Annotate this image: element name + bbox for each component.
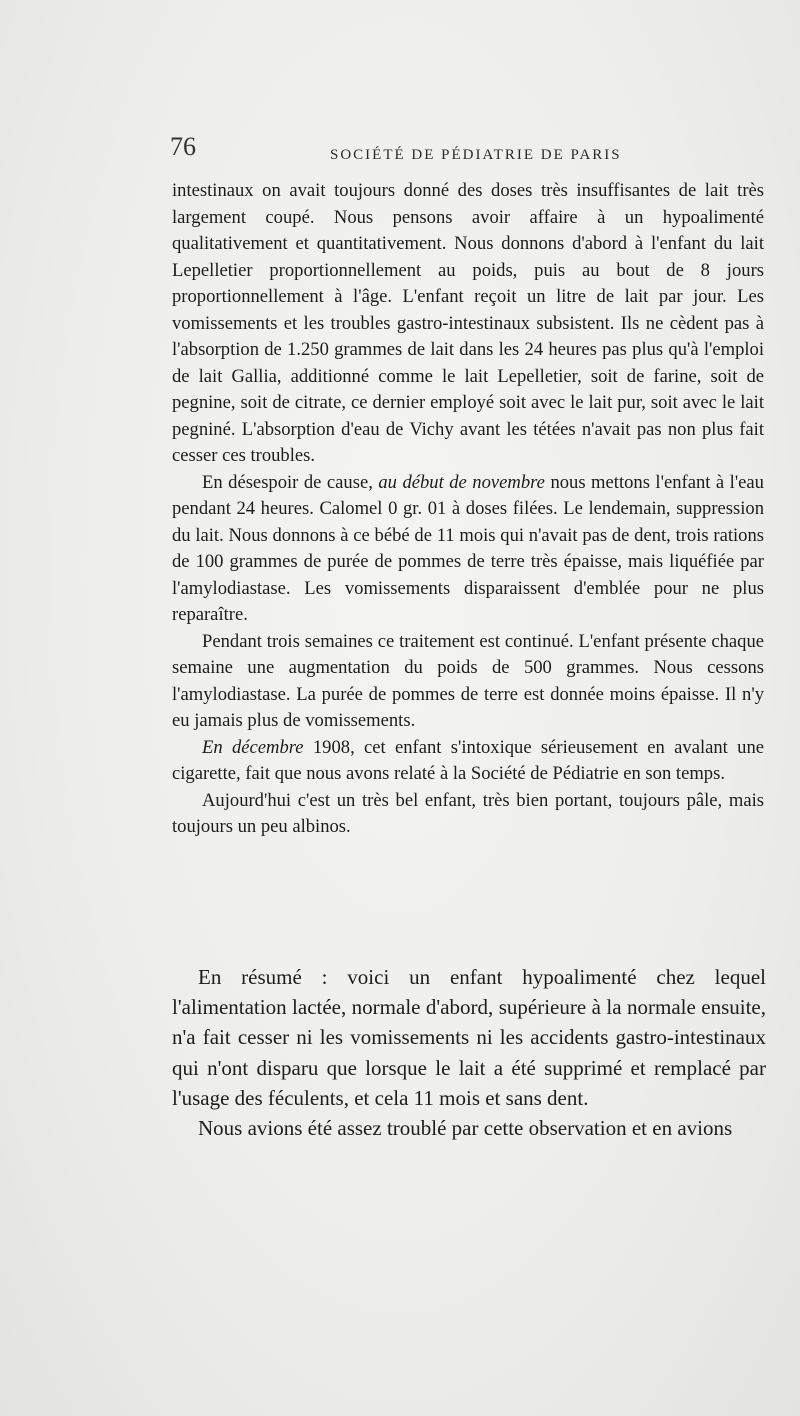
paragraph-november-start: En désespoir de cause, (202, 471, 373, 493)
paragraph-continued: intestinaux on avait toujours donné des doses très insuffisantes de lait très largement coupé. Nous pensons avoir affaire à un hypoalimenté qualitativement et quantitativement. Nous donnons d'abord à l'enfant du lait Lepelletier proportionnellement au poids, puis au bout de 8 jours proportionnellement à l'âge. L'enfant reçoit un litre de lait par jour. Les vomissements et les troubles gastro-intestinaux subsistent. Ils ne cèdent pas à l'absorption de 1.250 grammes de lait dans les 24 heures pas plus qu'à l'emploi de lait Gallia, additionné comme le lait Lepelletier, soit de farine, soit de pegnine, soit de citrate, ce dernier employé soit avec le lait pur, soit avec le lait pegniné. L'absorption d'eau de Vichy avant les tétées n'avait pas non plus fait cesser ces troubles. (172, 180, 764, 466)
italic-date-december: En décembre (202, 736, 304, 758)
paragraph-december (172, 735, 764, 788)
paragraph-november (172, 470, 764, 629)
paragraph-today: Aujourd'hui c'est un très bel enfant, très bien portant, toujours pâle, mais toujours un peu albinos. (172, 789, 764, 837)
italic-date-november: au début de novembre (378, 471, 545, 493)
paragraph-november-rest: nous mettons l'enfant à l'eau pendant 24 heures. Calomel 0 gr. 01 à doses filées. Le lendemain, suppression du lait. Nous donnons à ce bébé de 11 mois qui n'avait pas de dent, trois rations de 100 grammes de purée de pommes de terre très épaisse, mais liquéfiée par l'amylodiastase. Les vomissements disparaissent d'emblée pour ne plus reparaître. (172, 471, 764, 625)
summary-paragraph: En résumé : voici un enfant hypoalimenté chez lequel l'alimentation lactée, normale d'abord, supérieure à la normale ensuite, n'a fait cesser ni les vomissements ni les accidents gastro-intestinaux qui n'ont disparu que lorsque le lait a été supprimé et remplacé par l'usage des féculents, et cela 11 mois et sans dent. (172, 965, 766, 1110)
summary-section (172, 962, 766, 1143)
body-text (172, 178, 764, 841)
running-title: SOCIÉTÉ DE PÉDIATRIE DE PARIS (330, 147, 622, 163)
page-number: 76 (170, 132, 196, 161)
paragraph-treatment: Pendant trois semaines ce traitement est continué. L'enfant présente chaque semaine une augmentation du poids de 500 grammes. Nous cessons l'amylodiastase. La purée de pommes de terre est donnée moins épaisse. Il n'y eu jamais plus de vomissements. (172, 630, 764, 731)
summary-closing-line: Nous avions été assez troublé par cette observation et en avions (198, 1116, 733, 1141)
page-header (170, 132, 766, 166)
paragraph-december-rest: 1908, cet enfant s'intoxique sérieusement en avalant une cigarette, fait que nous avons relaté à la Société de Pédiatrie en son temps. (172, 736, 764, 784)
